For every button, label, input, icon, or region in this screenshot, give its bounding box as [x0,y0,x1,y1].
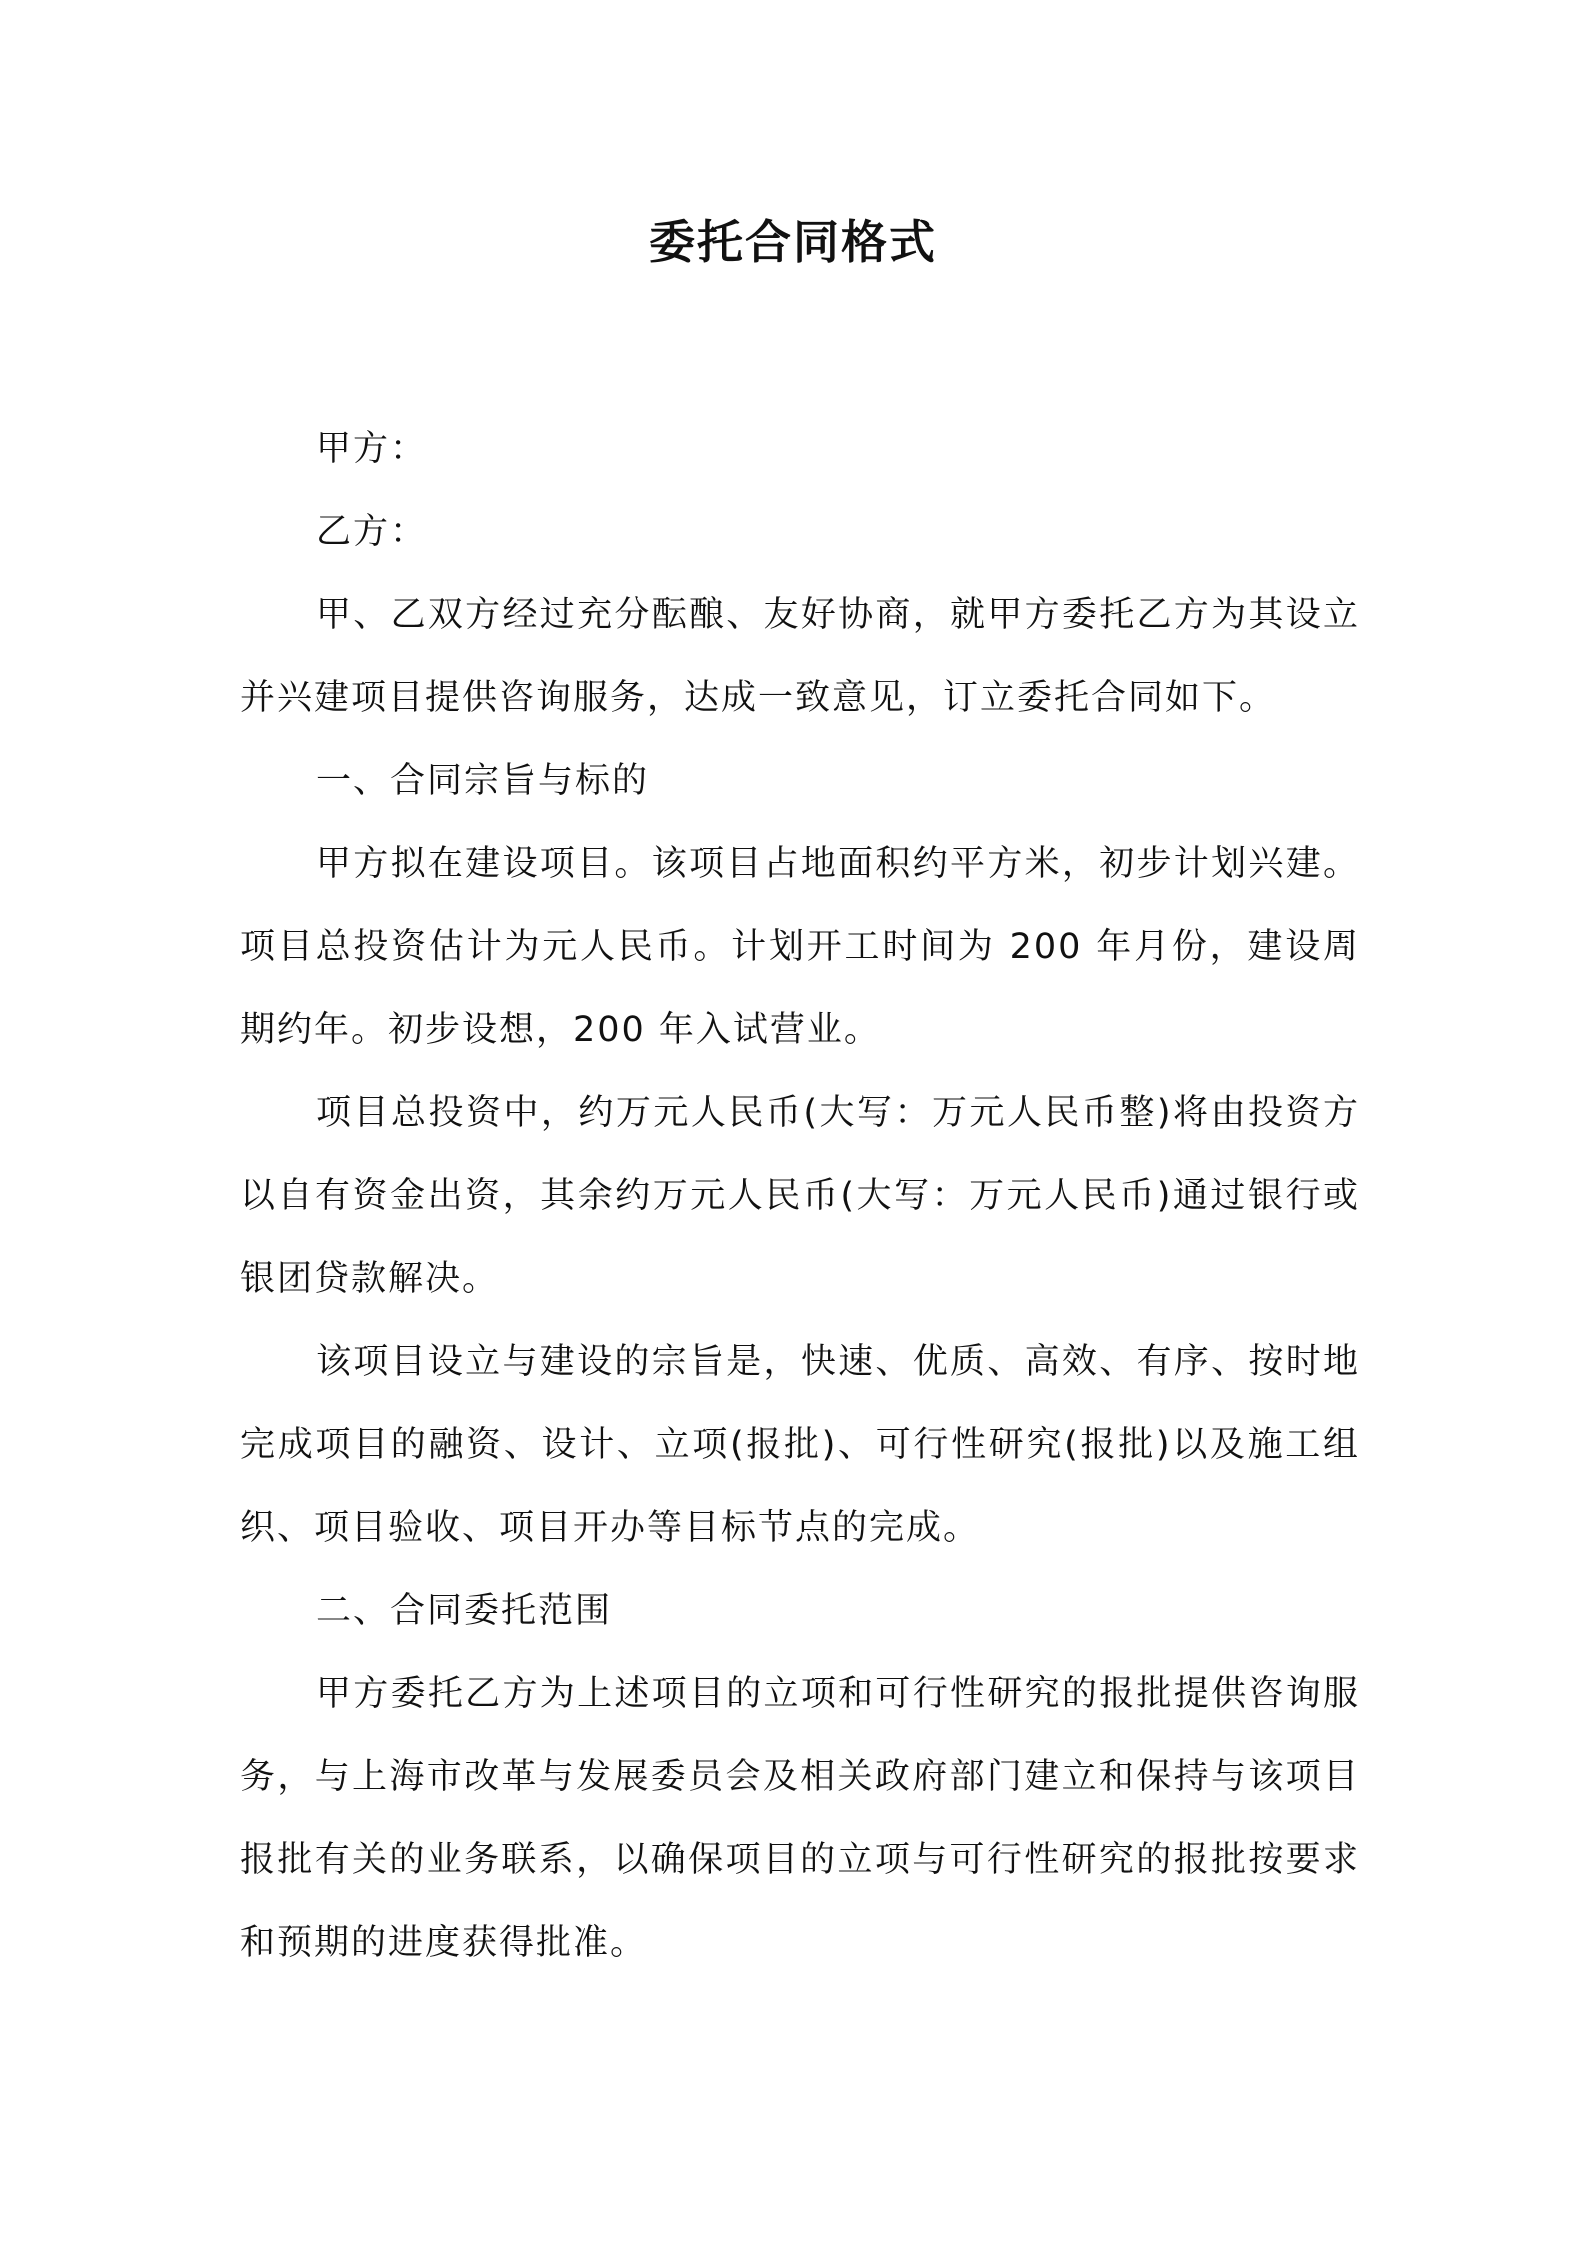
party-b-line: 乙方： [316,512,428,552]
investment-paragraph: 项目总投资中，约万元人民币(大写：万元人民币整)将由投资方以自有资金出资，其余约万元人民币(大写：万元人民币)通过银行或银团贷款解决。 [240,1093,1360,1299]
party-a-line: 甲方： [316,429,428,469]
intro-paragraph: 甲、乙双方经过充分酝酿、友好协商，就甲方委托乙方为其设立并兴建项目提供咨询服务，达成一致意见，订立委托合同如下。 [240,595,1360,718]
scope-paragraph: 甲方委托乙方为上述项目的立项和可行性研究的报批提供咨询服务，与上海市改革与发展委员会及相关政府部门建立和保持与该项目报批有关的业务联系，以确保项目的立项与可行性研究的报批按要求和预期的进度获得批准。 [240,1674,1360,1963]
document-title: 委托合同格式 [649,215,937,269]
project-paragraph: 甲方拟在建设项目。该项目占地面积约平方米，初步计划兴建。项目总投资估计为元人民币。计划开工时间为 200 年月份，建设周期约年。初步设想，200 年入试营业。 [240,844,1360,1050]
section-heading-2: 二、合同委托范围 [316,1591,613,1631]
purpose-paragraph: 该项目设立与建设的宗旨是，快速、优质、高效、有序、按时地完成项目的融资、设计、立项(报批)、可行性研究(报批)以及施工组织、项目验收、项目开办等目标节点的完成。 [240,1342,1360,1548]
document-body [240,408,1360,1985]
section-heading-1: 一、合同宗旨与标的 [316,761,650,801]
